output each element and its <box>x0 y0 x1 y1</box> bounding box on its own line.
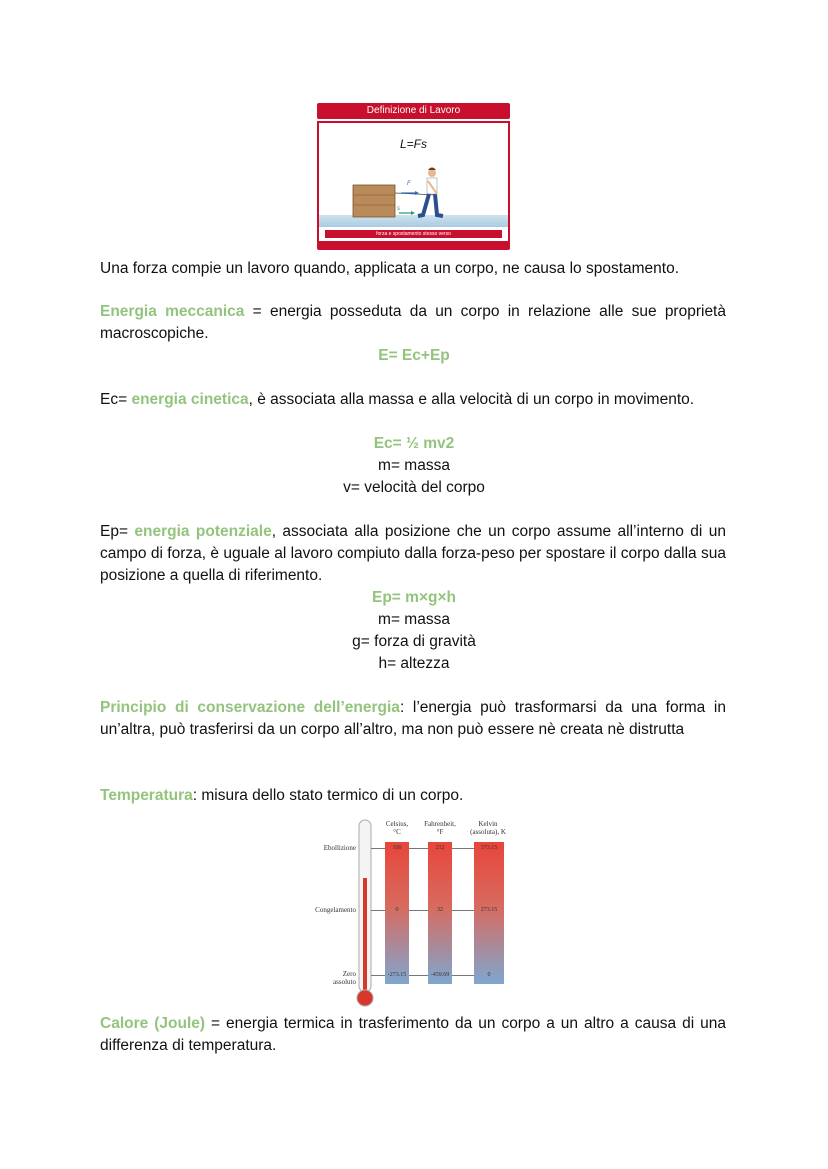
potential-var-mass: m= massa <box>378 611 450 628</box>
potential-energy-formula: Ep= m×g×h <box>372 589 456 606</box>
celsius-boiling-value: 100 <box>392 845 402 851</box>
heat-paragraph: Calore (Joule) = energia termica in trasferimento da un corpo a un altro a causa di una differenza di temperatura. <box>100 1015 726 1054</box>
work-definition-figure <box>317 103 510 250</box>
kinetic-var-mass: m= massa <box>378 457 450 474</box>
fahrenheit-boiling-value: 212 <box>435 845 445 851</box>
work-formula: L=Fs <box>399 137 427 151</box>
figure-frame <box>317 121 510 243</box>
fahrenheit-freezing-value: 32 <box>437 907 443 913</box>
term-heat: Calore (Joule) <box>100 1015 206 1032</box>
celsius-freezing-value: 0 <box>395 907 399 913</box>
term-potential-energy: energia potenziale <box>134 523 272 540</box>
person-head <box>428 169 436 177</box>
displacement-label: s <box>397 206 400 212</box>
mechanical-energy-formula: E= Ec+Ep <box>378 347 450 364</box>
person-pulling-box-illustration <box>319 123 508 241</box>
potential-energy-paragraph: Ep= energia potenziale, associata alla posizione che un corpo assume all’interno di un campo di forza, è uguale al lavoro compiuto dalla forza-peso per spostare il corpo dalla sua posizione a quella di riferimento. <box>100 523 726 584</box>
kelvin-freezing-value: 273.15 <box>480 907 498 913</box>
potential-var-height: h= altezza <box>378 655 450 672</box>
temperature-paragraph: Temperatura: misura dello stato termico di un corpo. <box>100 787 464 804</box>
kinetic-var-velocity: v= velocità del corpo <box>343 479 485 496</box>
term-conservation: Principio di conservazione dell’energia <box>100 699 400 716</box>
kelvin-scale-column <box>474 842 504 984</box>
kelvin-boiling-value: 373.15 <box>480 845 498 851</box>
box <box>353 185 395 217</box>
term-temperature: Temperatura <box>100 787 193 804</box>
term-kinetic-energy: energia cinetica <box>131 391 249 408</box>
row-label-zero: Zero <box>342 970 356 978</box>
row-label-freezing: Congelamento <box>315 906 356 914</box>
figure-bottom-bar <box>317 242 510 250</box>
figure-caption: forza e spostamento stesso verso <box>325 230 502 238</box>
fahrenheit-header-1: Fahrenheit, <box>424 820 456 828</box>
conservation-paragraph: Principio di conservazione dell’energia: l’energia può trasformarsi da una forma in un’altra, può trasferirsi da un corpo all’altro, ma non può essere nè creata nè distrutta <box>100 699 726 738</box>
temperature-scales-figure <box>300 818 520 1008</box>
kinetic-energy-formula: Ec= ½ mv2 <box>373 435 455 452</box>
fahrenheit-header-2: °F <box>436 828 444 836</box>
celsius-scale-column <box>385 842 409 984</box>
fahrenheit-zero-value: -459.69 <box>430 972 450 978</box>
row-label-boiling: Ebollizione <box>323 844 356 852</box>
force-label: F <box>407 181 411 187</box>
work-definition-text: Una forza compie un lavoro quando, applicata a un corpo, ne causa lo spostamento. <box>100 260 680 277</box>
celsius-header-2: °C <box>393 828 401 836</box>
celsius-zero-value: -273.15 <box>387 972 407 978</box>
fahrenheit-scale-column <box>428 842 452 984</box>
mechanical-energy-paragraph: Energia meccanica = energia posseduta da un corpo in relazione alle sue proprietà macroscopiche. <box>100 303 726 342</box>
celsius-header-1: Celsius, <box>385 820 409 828</box>
figure-title: Definizione di Lavoro <box>317 103 510 119</box>
potential-var-gravity: g= forza di gravità <box>352 633 476 650</box>
kelvin-header-1: Kelvin <box>478 820 498 828</box>
row-label-absolute: assoluto <box>333 978 356 986</box>
kelvin-zero-value: 0 <box>487 972 491 978</box>
kinetic-energy-paragraph: Ec= energia cinetica, è associata alla massa e alla velocità di un corpo in movimento. <box>100 391 695 408</box>
kelvin-header-2: (assoluta), K <box>470 828 506 836</box>
term-mechanical-energy: Energia meccanica <box>100 303 245 320</box>
